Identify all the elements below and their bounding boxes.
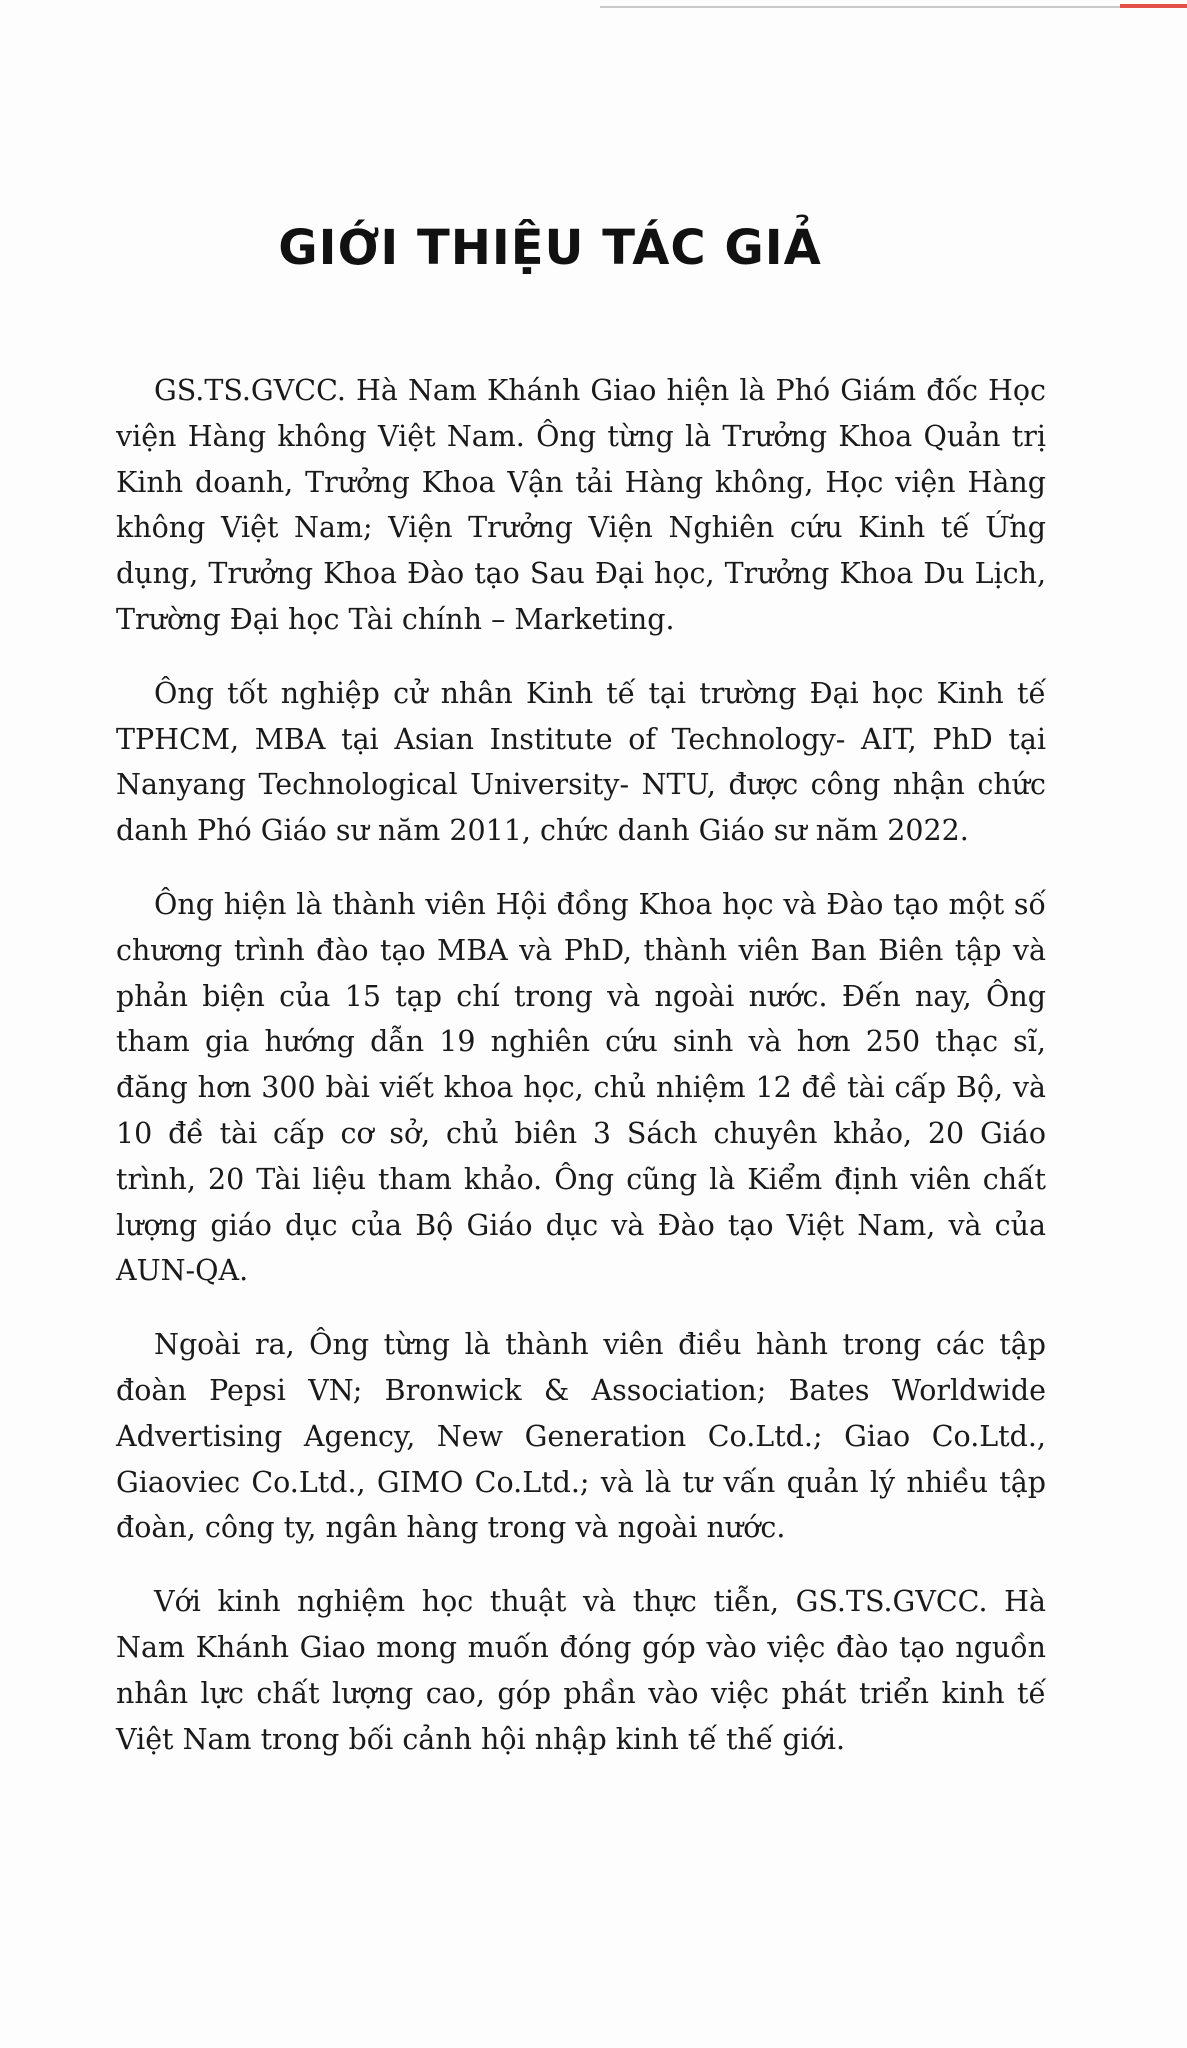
- bio-paragraph-positions: GS.TS.GVCC. Hà Nam Khánh Giao hiện là Phó Giám đốc Học viện Hàng không Việt Nam. Ông từng là Trưởng Khoa Quản trị Kinh doanh, Trưởng Khoa Vận tải Hàng không, Học viện Hàng không Việt Nam; Viện Trưởng Viện Nghiên cứu Kinh tế Ứng dụng, Trưởng Khoa Đào tạo Sau Đại học, Trưởng Khoa Du Lịch, Trường Đại học Tài chính – Marketing.: [116, 374, 1046, 636]
- author-bio: [116, 368, 1046, 1790]
- bio-paragraph-aspiration: Với kinh nghiệm học thuật và thực tiễn, GS.TS.GVCC. Hà Nam Khánh Giao mong muốn đóng góp vào việc đào tạo nguồn nhân lực chất lượng cao, góp phần vào việc phát triển kinh tế Việt Nam trong bối cảnh hội nhập kinh tế thế giới.: [116, 1585, 1046, 1756]
- page-title: GIỚI THIỆU TÁC GIẢ: [278, 220, 822, 276]
- bio-paragraph-education: Ông tốt nghiệp cử nhân Kinh tế tại trường Đại học Kinh tế TPHCM, MBA tại Asian Institute of Technology- AIT, PhD tại Nanyang Technological University- NTU, được công nhận chức danh Phó Giáo sư năm 2011, chức danh Giáo sư năm 2022.: [116, 676, 1046, 848]
- top-edge-rule: [600, 6, 1120, 8]
- bio-paragraph-industry: Ngoài ra, Ông từng là thành viên điều hành trong các tập đoàn Pepsi VN; Bronwick & Association; Bates Worldwide Advertising Agency, New Generation Co.Ltd.; Giao Co.Ltd., Giaoviec Co.Ltd., GIMO Co.Ltd.; và là tư vấn quản lý nhiều tập đoàn, công ty, ngân hàng trong và ngoài nước.: [116, 1328, 1046, 1545]
- top-edge-red-mark: [1120, 4, 1187, 8]
- bio-paragraph-research: Ông hiện là thành viên Hội đồng Khoa học và Đào tạo một số chương trình đào tạo MBA và PhD, thành viên Ban Biên tập và phản biện của 15 tạp chí trong và ngoài nước. Đến nay, Ông tham gia hướng dẫn 19 nghiên cứu sinh và hơn 250 thạc sĩ, đăng hơn 300 bài viết khoa học, chủ nhiệm 12 đề tài cấp Bộ, và 10 đề tài cấp cơ sở, chủ biên 3 Sách chuyên khảo, 20 Giáo trình, 20 Tài liệu tham khảo. Ông cũng là Kiểm định viên chất lượng giáo dục của Bộ Giáo dục và Đào tạo Việt Nam, và của AUN-QA.: [116, 887, 1046, 1288]
